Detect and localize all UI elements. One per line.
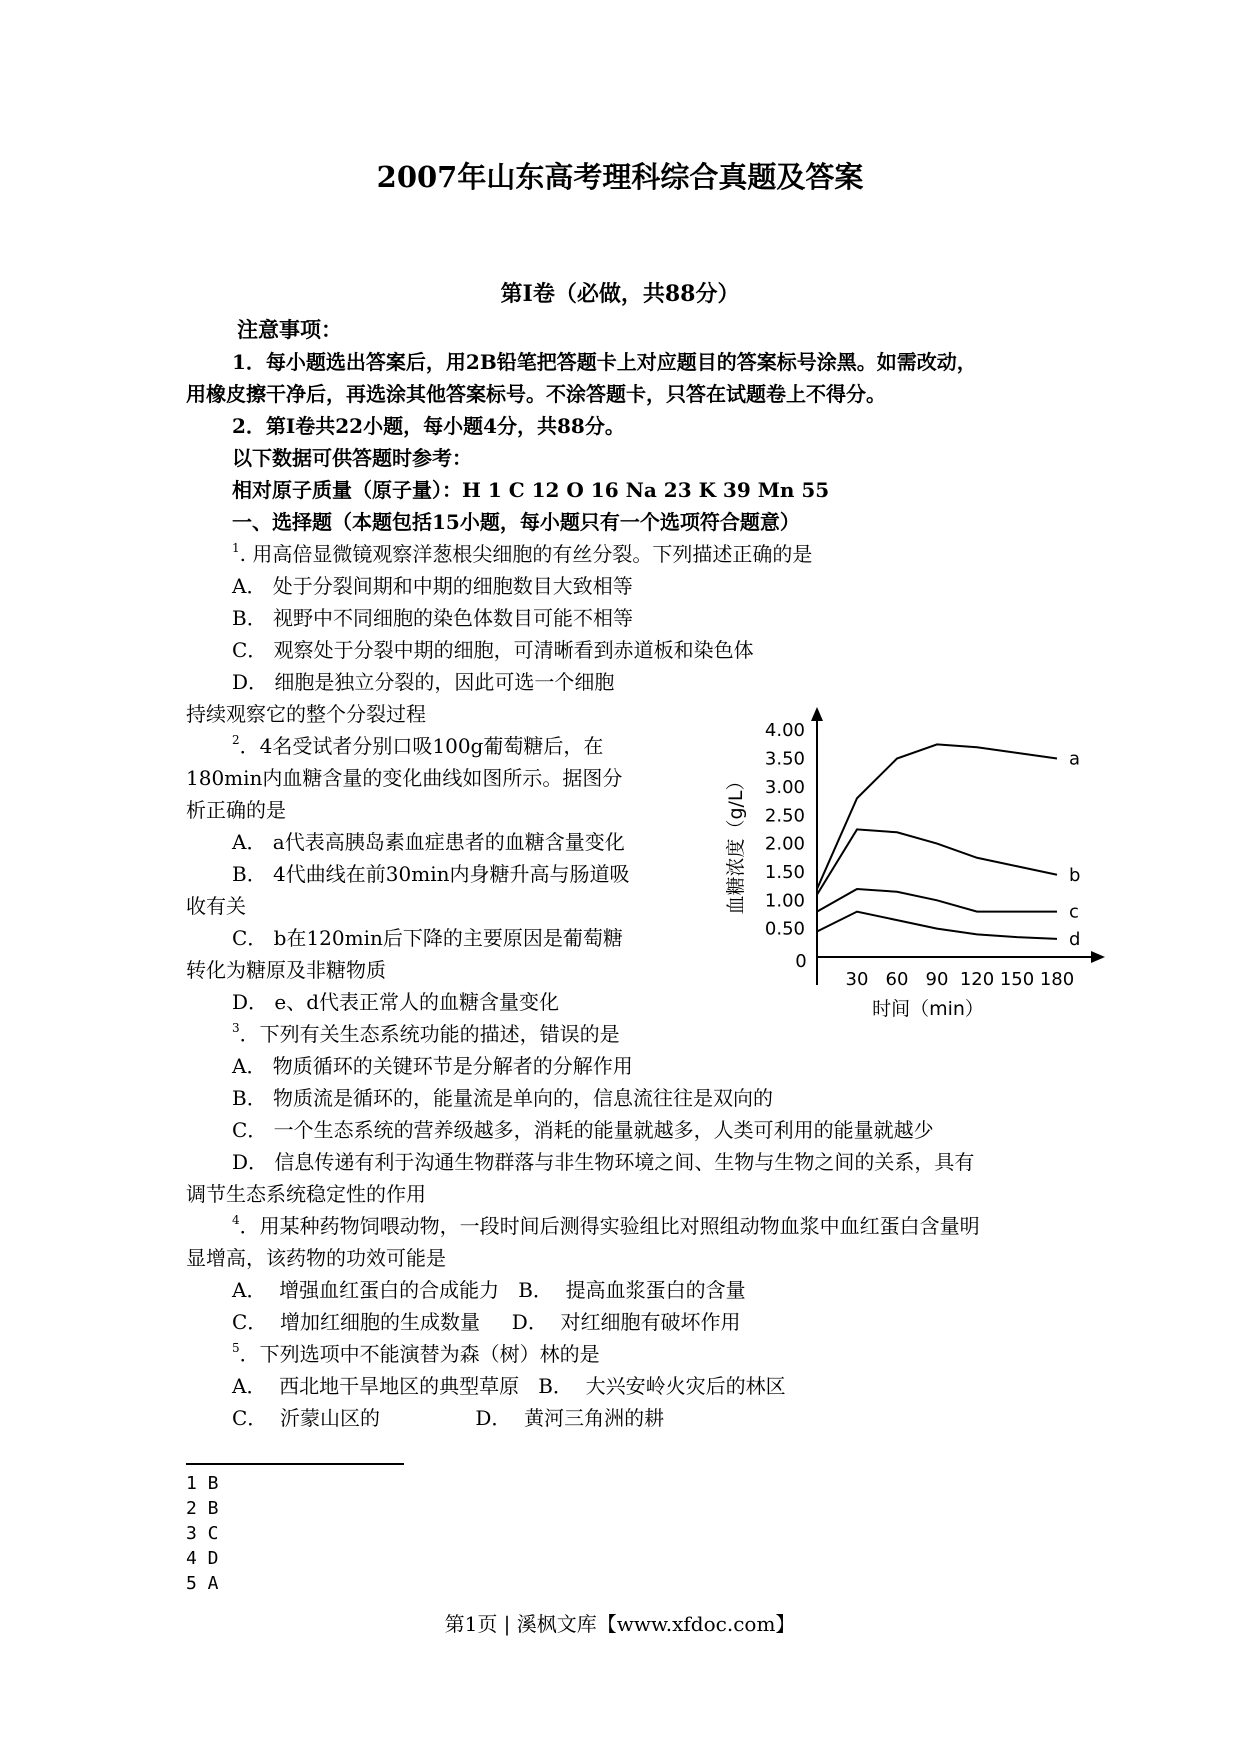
chart-x-axis-label: 时间（min） bbox=[872, 998, 984, 1020]
chart-x-tick-label: 150 bbox=[999, 969, 1035, 990]
question-4-options-ab: A． 增强血红蛋白的合成能力 B． 提高血浆蛋白的含量 bbox=[232, 1278, 746, 1302]
chart-x-tick-label: 90 bbox=[925, 969, 949, 990]
chart-series-label-a: a bbox=[1068, 748, 1081, 770]
question-3-option-a: A． 物质循环的关键环节是分解者的分解作用 bbox=[232, 1054, 633, 1078]
question-2-option-a: A． a代表高胰岛素血症患者的血糖含量变化 bbox=[232, 830, 625, 854]
section-heading: 一、选择题（本题包括15小题，每小题只有一个选项符合题意） bbox=[232, 510, 800, 534]
footnote-5: 5 A bbox=[186, 1573, 219, 1594]
question-2-option-c-line-1: C． b在120min后下降的主要原因是葡萄糖 bbox=[232, 926, 623, 950]
chart-y-tick-label: 1.50 bbox=[764, 861, 805, 883]
chart-series-label-d: d bbox=[1068, 928, 1081, 950]
footnote-separator bbox=[186, 1463, 404, 1465]
chart-x-tick-label: 0 bbox=[795, 951, 807, 972]
question-5-stem: $^5$．下列选项中不能演替为森（树）林的是 bbox=[232, 1341, 600, 1366]
footnote-ref-5: 5 bbox=[232, 1341, 240, 1355]
question-2-option-b-line-2: 收有关 bbox=[186, 894, 246, 918]
notes-item-2: 2．第Ⅰ卷共22小题，每小题4分，共88分。 bbox=[232, 414, 625, 438]
chart-x-axis-arrow bbox=[1091, 951, 1105, 963]
chart-x-tick-label: 30 bbox=[845, 969, 869, 990]
question-1-option-b: B． 视野中不同细胞的染色体数目可能不相等 bbox=[232, 606, 634, 630]
question-1-option-d-line-1: D． 细胞是独立分裂的，因此可选一个细胞 bbox=[232, 670, 615, 694]
question-4-stem-line-1: $^4$．用某种药物饲喂动物，一段时间后测得实验组比对照组动物血浆中血红蛋白含量明 bbox=[232, 1213, 980, 1238]
footnote-4: 4 D bbox=[186, 1548, 219, 1569]
chart-series-line-c bbox=[817, 889, 1057, 912]
question-5-options-ab: A． 西北地干旱地区的典型草原 B． 大兴安岭火灾后的林区 bbox=[232, 1374, 786, 1398]
question-3-option-d-line-1: D． 信息传递有利于沟通生物群落与非生物环境之间、生物与生物之间的关系，具有 bbox=[232, 1150, 975, 1174]
question-5-options-cd: C． 沂蒙山区的 D． 黄河三角洲的耕 bbox=[232, 1406, 665, 1430]
blood-sugar-chart bbox=[720, 705, 1120, 1040]
footnote-2: 2 B bbox=[186, 1498, 219, 1519]
chart-series-label-b: b bbox=[1068, 864, 1081, 886]
chart-x-tick-label: 120 bbox=[959, 969, 995, 990]
page-footer: 第1页 | 溪枫文库【www.xfdoc.com】 bbox=[444, 1612, 796, 1636]
question-4-options-cd: C． 增加红细胞的生成数量 D． 对红细胞有破坏作用 bbox=[232, 1310, 741, 1334]
chart-y-tick-label: 3.00 bbox=[764, 776, 805, 798]
footnote-ref-4: 4 bbox=[232, 1213, 240, 1227]
footnote-ref-1: 1 bbox=[232, 541, 240, 555]
chart-tick-labels bbox=[765, 720, 1074, 990]
question-1-option-a: A． 处于分裂间期和中期的细胞数目大致相等 bbox=[232, 574, 633, 598]
question-1-option-d-line-2: 持续观察它的整个分裂过程 bbox=[186, 702, 426, 726]
document-title: 2007年山东高考理科综合真题及答案 bbox=[376, 160, 864, 194]
volume-heading: 第Ⅰ卷（必做，共88分） bbox=[500, 281, 740, 307]
chart-y-axis-arrow bbox=[811, 707, 823, 721]
question-3-option-c: C． 一个生态系统的营养级越多，消耗的能量就越多，人类可利用的能量就越少 bbox=[232, 1118, 934, 1142]
chart-series-line-d bbox=[817, 912, 1057, 939]
chart-y-tick-label: 1.00 bbox=[764, 890, 805, 912]
notes-heading: 注意事项： bbox=[237, 317, 342, 342]
notes-item-1-line-2: 用橡皮擦干净后，再选涂其他答案标号。不涂答题卡，只答在试题卷上不得分。 bbox=[186, 382, 886, 406]
question-2-option-c-line-2: 转化为糖原及非糖物质 bbox=[186, 958, 386, 982]
chart-x-tick-label: 180 bbox=[1039, 969, 1075, 990]
chart-y-axis-label: 血糖浓度（g/L） bbox=[725, 771, 747, 915]
reference-intro: 以下数据可供答题时参考： bbox=[232, 446, 472, 470]
chart-series-label-c: c bbox=[1068, 901, 1079, 923]
question-1-stem: $^1$. 用高倍显微镜观察洋葱根尖细胞的有丝分裂。下列描述正确的是 bbox=[232, 541, 813, 566]
question-4-stem-line-2: 显增高，该药物的功效可能是 bbox=[186, 1246, 446, 1270]
chart-y-tick-label: 4.00 bbox=[764, 720, 805, 742]
chart-y-tick-label: 3.50 bbox=[764, 748, 805, 770]
chart-series-lines bbox=[817, 744, 1080, 949]
question-3-stem: $^3$．下列有关生态系统功能的描述，错误的是 bbox=[232, 1021, 620, 1046]
question-2-option-b-line-1: B． 4代曲线在前30min内身糖升高与肠道吸 bbox=[232, 862, 630, 886]
chart-y-tick-label: 2.50 bbox=[764, 805, 805, 827]
question-2-stem-line-1: $^2$．4名受试者分别口吸100g葡萄糖后，在 bbox=[232, 733, 604, 758]
question-3-option-d-line-2: 调节生态系统稳定性的作用 bbox=[186, 1182, 426, 1206]
atomic-mass-line: 相对原子质量（原子量）：H 1 C 12 O 16 Na 23 K 39 Mn 55 bbox=[232, 478, 830, 502]
footnote-1: 1 B bbox=[186, 1473, 219, 1494]
question-2-option-d: D． e、d代表正常人的血糖含量变化 bbox=[232, 990, 560, 1014]
footnote-ref-2: 2 bbox=[232, 733, 240, 747]
chart-x-tick-label: 60 bbox=[885, 969, 909, 990]
question-3-option-b: B． 物质流是循环的，能量流是单向的，信息流往往是双向的 bbox=[232, 1086, 774, 1110]
chart-y-tick-label: 2.00 bbox=[764, 833, 805, 855]
question-1-option-c: C． 观察处于分裂中期的细胞，可清晰看到赤道板和染色体 bbox=[232, 638, 754, 662]
notes-item-1-line-1: 1．每小题选出答案后，用2B铅笔把答题卡上对应题目的答案标号涂黑。如需改动， bbox=[232, 350, 977, 374]
chart-y-tick-label: 0.50 bbox=[764, 918, 805, 940]
footnote-ref-3: 3 bbox=[232, 1021, 240, 1035]
chart-series-line-b bbox=[817, 829, 1057, 894]
footnote-3: 3 C bbox=[186, 1523, 219, 1544]
question-2-stem-line-2: 180min内血糖含量的变化曲线如图所示。据图分 bbox=[186, 766, 623, 790]
question-2-stem-line-3: 析正确的是 bbox=[186, 798, 286, 822]
